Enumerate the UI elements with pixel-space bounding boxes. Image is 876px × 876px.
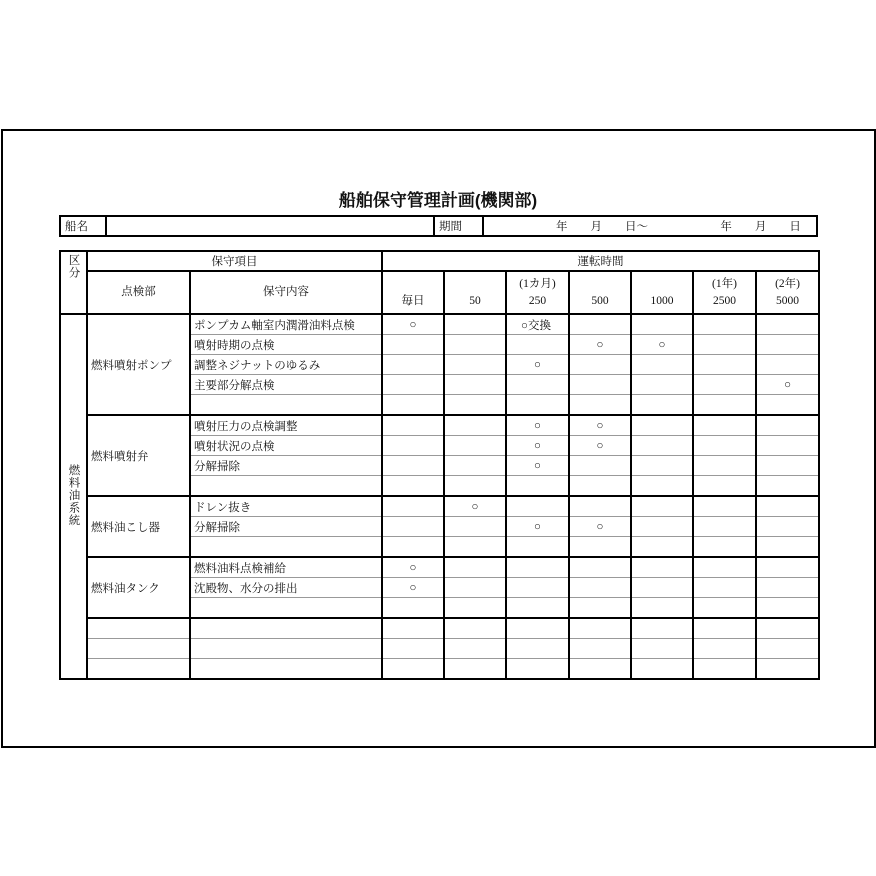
content-cell[interactable]: 噴射状況の点検: [190, 436, 382, 456]
period-to: 年 月 日: [720, 221, 801, 233]
mark-cell[interactable]: [382, 375, 444, 395]
mark-cell[interactable]: [693, 314, 756, 335]
mark-cell[interactable]: [444, 578, 506, 598]
mark-cell[interactable]: [569, 375, 631, 395]
interval-header-0: [382, 271, 444, 314]
content-cell[interactable]: 燃料油料点検補給: [190, 557, 382, 578]
blank-cell[interactable]: [631, 659, 693, 680]
mark-cell[interactable]: [693, 436, 756, 456]
mark-cell[interactable]: [631, 456, 693, 476]
mark-cell[interactable]: [631, 314, 693, 335]
content-header: 保守内容: [190, 271, 382, 314]
mark-cell[interactable]: [569, 598, 631, 619]
blank-cell[interactable]: [756, 618, 819, 639]
mark-cell[interactable]: [382, 415, 444, 436]
blank-cell[interactable]: [382, 659, 444, 680]
name-bar: [59, 215, 818, 237]
mark-cell[interactable]: [444, 456, 506, 476]
mark-cell[interactable]: [756, 395, 819, 416]
mark-cell[interactable]: [756, 456, 819, 476]
mark-cell[interactable]: [569, 476, 631, 497]
interval-header-5: [693, 271, 756, 314]
part-cell: 燃料噴射ポンプ: [87, 314, 190, 415]
mark-cell[interactable]: [569, 578, 631, 598]
mark-cell[interactable]: [693, 456, 756, 476]
mark-cell[interactable]: [382, 456, 444, 476]
mark-cell[interactable]: [506, 395, 569, 416]
part-header: 点検部: [87, 271, 190, 314]
mark-cell[interactable]: ○: [569, 415, 631, 436]
table-row: [60, 557, 819, 578]
mark-cell[interactable]: [693, 537, 756, 558]
mark-cell[interactable]: [569, 355, 631, 375]
mark-cell[interactable]: [506, 598, 569, 619]
table-row: [60, 496, 819, 517]
mark-cell[interactable]: [756, 496, 819, 517]
interval-label: 5000: [776, 295, 800, 307]
content-cell[interactable]: [190, 476, 382, 497]
blank-cell[interactable]: [382, 618, 444, 639]
mark-cell[interactable]: [631, 496, 693, 517]
content-cell[interactable]: ポンプカム軸室内潤滑油料点検: [190, 314, 382, 335]
mark-cell[interactable]: ○: [382, 557, 444, 578]
mark-cell[interactable]: ○: [444, 496, 506, 517]
period-field[interactable]: [483, 216, 817, 236]
blank-cell[interactable]: [756, 639, 819, 659]
blank-cell[interactable]: [693, 618, 756, 639]
blank-cell[interactable]: [631, 618, 693, 639]
mark-cell[interactable]: [756, 314, 819, 335]
mark-cell[interactable]: [693, 476, 756, 497]
mark-cell[interactable]: [631, 415, 693, 436]
interval-label: 2500: [713, 295, 736, 307]
interval-header-3: [569, 271, 631, 314]
mark-cell[interactable]: [382, 537, 444, 558]
mark-cell[interactable]: [382, 598, 444, 619]
blank-row: [60, 618, 819, 639]
mark-cell[interactable]: [693, 557, 756, 578]
mark-cell[interactable]: [693, 335, 756, 355]
content-cell[interactable]: 主要部分解点検: [190, 375, 382, 395]
mark-cell[interactable]: [444, 537, 506, 558]
blank-cell[interactable]: [190, 639, 382, 659]
mark-cell[interactable]: ○: [569, 517, 631, 537]
mark-cell[interactable]: [693, 375, 756, 395]
mark-cell[interactable]: ○: [631, 335, 693, 355]
mark-cell[interactable]: [569, 456, 631, 476]
mark-cell[interactable]: ○: [506, 436, 569, 456]
blank-cell[interactable]: [631, 639, 693, 659]
mark-cell[interactable]: [382, 436, 444, 456]
mark-cell[interactable]: [756, 578, 819, 598]
mark-cell[interactable]: [506, 496, 569, 517]
mark-cell[interactable]: [631, 476, 693, 497]
mark-cell[interactable]: [444, 355, 506, 375]
interval-header-2: [506, 271, 569, 314]
blank-cell[interactable]: [756, 659, 819, 680]
table-row: [60, 314, 819, 335]
period-from: 年 月 日～: [556, 221, 648, 233]
table-row: [60, 415, 819, 436]
mark-cell[interactable]: [444, 335, 506, 355]
blank-cell[interactable]: [693, 659, 756, 680]
mark-cell[interactable]: [756, 598, 819, 619]
mark-cell[interactable]: ○: [506, 517, 569, 537]
maintenance-items-header: 保守項目: [87, 251, 382, 271]
mark-cell[interactable]: ○: [569, 335, 631, 355]
mark-cell[interactable]: ○: [382, 578, 444, 598]
content-cell[interactable]: [190, 395, 382, 416]
interval-sub: [573, 276, 627, 293]
interval-label: 毎日: [401, 295, 425, 307]
content-cell[interactable]: 分解掃除: [190, 517, 382, 537]
interval-sub: (2年): [775, 278, 800, 290]
content-cell[interactable]: 調整ネジナットのゆるみ: [190, 355, 382, 375]
mark-cell[interactable]: [382, 496, 444, 517]
mark-cell[interactable]: ○: [506, 456, 569, 476]
mark-cell[interactable]: [506, 578, 569, 598]
mark-cell[interactable]: [569, 314, 631, 335]
content-cell[interactable]: [190, 598, 382, 619]
mark-cell[interactable]: [631, 598, 693, 619]
blank-cell[interactable]: [444, 639, 506, 659]
period-label: 期間: [434, 216, 483, 236]
blank-cell[interactable]: [506, 659, 569, 680]
interval-label: 500: [591, 295, 609, 307]
blank-cell[interactable]: [444, 659, 506, 680]
content-cell[interactable]: 分解掃除: [190, 456, 382, 476]
interval-label: 50: [469, 295, 481, 307]
mark-cell[interactable]: [444, 517, 506, 537]
mark-cell[interactable]: [631, 537, 693, 558]
part-cell: 燃料噴射弁: [87, 415, 190, 496]
content-cell[interactable]: [190, 537, 382, 558]
interval-sub: (1カ月): [519, 278, 556, 290]
blank-cell[interactable]: [87, 639, 190, 659]
mark-cell[interactable]: [631, 557, 693, 578]
mark-cell[interactable]: [756, 436, 819, 456]
mark-cell[interactable]: [444, 395, 506, 416]
part-cell: 燃料油こし器: [87, 496, 190, 557]
category-cell: [60, 314, 87, 679]
mark-cell[interactable]: ○: [569, 436, 631, 456]
blank-cell[interactable]: [444, 618, 506, 639]
mark-cell[interactable]: [631, 395, 693, 416]
blank-cell[interactable]: [569, 659, 631, 680]
mark-cell[interactable]: ○: [506, 355, 569, 375]
blank-cell[interactable]: [569, 618, 631, 639]
mark-cell[interactable]: [382, 517, 444, 537]
blank-cell[interactable]: [506, 639, 569, 659]
mark-cell[interactable]: [756, 476, 819, 497]
mark-cell[interactable]: [631, 355, 693, 375]
mark-cell[interactable]: [569, 557, 631, 578]
mark-cell[interactable]: [631, 517, 693, 537]
interval-sub: [386, 276, 440, 293]
mark-cell[interactable]: [756, 537, 819, 558]
mark-cell[interactable]: [444, 476, 506, 497]
blank-cell[interactable]: [382, 639, 444, 659]
mark-cell[interactable]: [382, 476, 444, 497]
mark-cell[interactable]: [506, 537, 569, 558]
category-header: 区分: [60, 251, 87, 314]
interval-sub: [448, 276, 502, 293]
mark-cell[interactable]: [693, 395, 756, 416]
mark-cell[interactable]: [756, 335, 819, 355]
content-cell[interactable]: 沈殿物、水分の排出: [190, 578, 382, 598]
mark-cell[interactable]: [631, 436, 693, 456]
blank-cell[interactable]: [506, 618, 569, 639]
content-cell[interactable]: 噴射時期の点検: [190, 335, 382, 355]
blank-cell[interactable]: [190, 659, 382, 680]
mark-cell[interactable]: [444, 375, 506, 395]
mark-cell[interactable]: ○: [756, 375, 819, 395]
blank-cell[interactable]: [87, 659, 190, 680]
page-title: 船舶保守管理計画(機関部): [338, 191, 538, 210]
mark-cell[interactable]: [444, 436, 506, 456]
interval-header-1: [444, 271, 506, 314]
blank-row: [60, 639, 819, 659]
mark-cell[interactable]: [382, 335, 444, 355]
mark-cell[interactable]: [569, 537, 631, 558]
ship-name-label: 船名: [65, 221, 88, 233]
mark-cell[interactable]: [444, 415, 506, 436]
mark-cell[interactable]: [506, 375, 569, 395]
blank-cell[interactable]: [190, 618, 382, 639]
interval-label: 1000: [650, 295, 674, 307]
mark-cell[interactable]: [756, 517, 819, 537]
mark-cell[interactable]: [756, 415, 819, 436]
mark-cell[interactable]: [756, 557, 819, 578]
ship-name-field[interactable]: [106, 216, 434, 236]
content-cell[interactable]: ドレン抜き: [190, 496, 382, 517]
mark-cell[interactable]: [506, 476, 569, 497]
part-cell: 燃料油タンク: [87, 557, 190, 618]
mark-cell[interactable]: [569, 496, 631, 517]
maintenance-table: [59, 250, 820, 680]
operating-hours-header: 運転時間: [382, 251, 819, 271]
interval-sub: [635, 276, 689, 293]
blank-row: [60, 659, 819, 680]
interval-header-6: [756, 271, 819, 314]
mark-cell[interactable]: [693, 578, 756, 598]
mark-cell[interactable]: [506, 335, 569, 355]
content-cell[interactable]: 噴射圧力の点検調整: [190, 415, 382, 436]
interval-label: 250: [528, 295, 547, 307]
category-label: 燃料油系統: [67, 463, 80, 527]
mark-cell[interactable]: [631, 578, 693, 598]
mark-cell[interactable]: [631, 375, 693, 395]
interval-header-4: [631, 271, 693, 314]
mark-cell[interactable]: [693, 517, 756, 537]
mark-cell[interactable]: [756, 355, 819, 375]
mark-cell[interactable]: ○: [506, 415, 569, 436]
mark-cell[interactable]: [693, 496, 756, 517]
mark-cell[interactable]: [444, 598, 506, 619]
mark-cell[interactable]: [693, 598, 756, 619]
mark-cell[interactable]: ○交換: [506, 314, 569, 335]
mark-cell[interactable]: [693, 355, 756, 375]
mark-cell[interactable]: [444, 314, 506, 335]
interval-sub: (1年): [712, 278, 737, 290]
blank-cell[interactable]: [87, 618, 190, 639]
mark-cell[interactable]: [569, 395, 631, 416]
mark-cell[interactable]: [382, 395, 444, 416]
mark-cell[interactable]: [444, 557, 506, 578]
blank-cell[interactable]: [569, 639, 631, 659]
blank-cell[interactable]: [693, 639, 756, 659]
mark-cell[interactable]: [506, 557, 569, 578]
mark-cell[interactable]: ○: [382, 314, 444, 335]
mark-cell[interactable]: [382, 355, 444, 375]
mark-cell[interactable]: [693, 415, 756, 436]
